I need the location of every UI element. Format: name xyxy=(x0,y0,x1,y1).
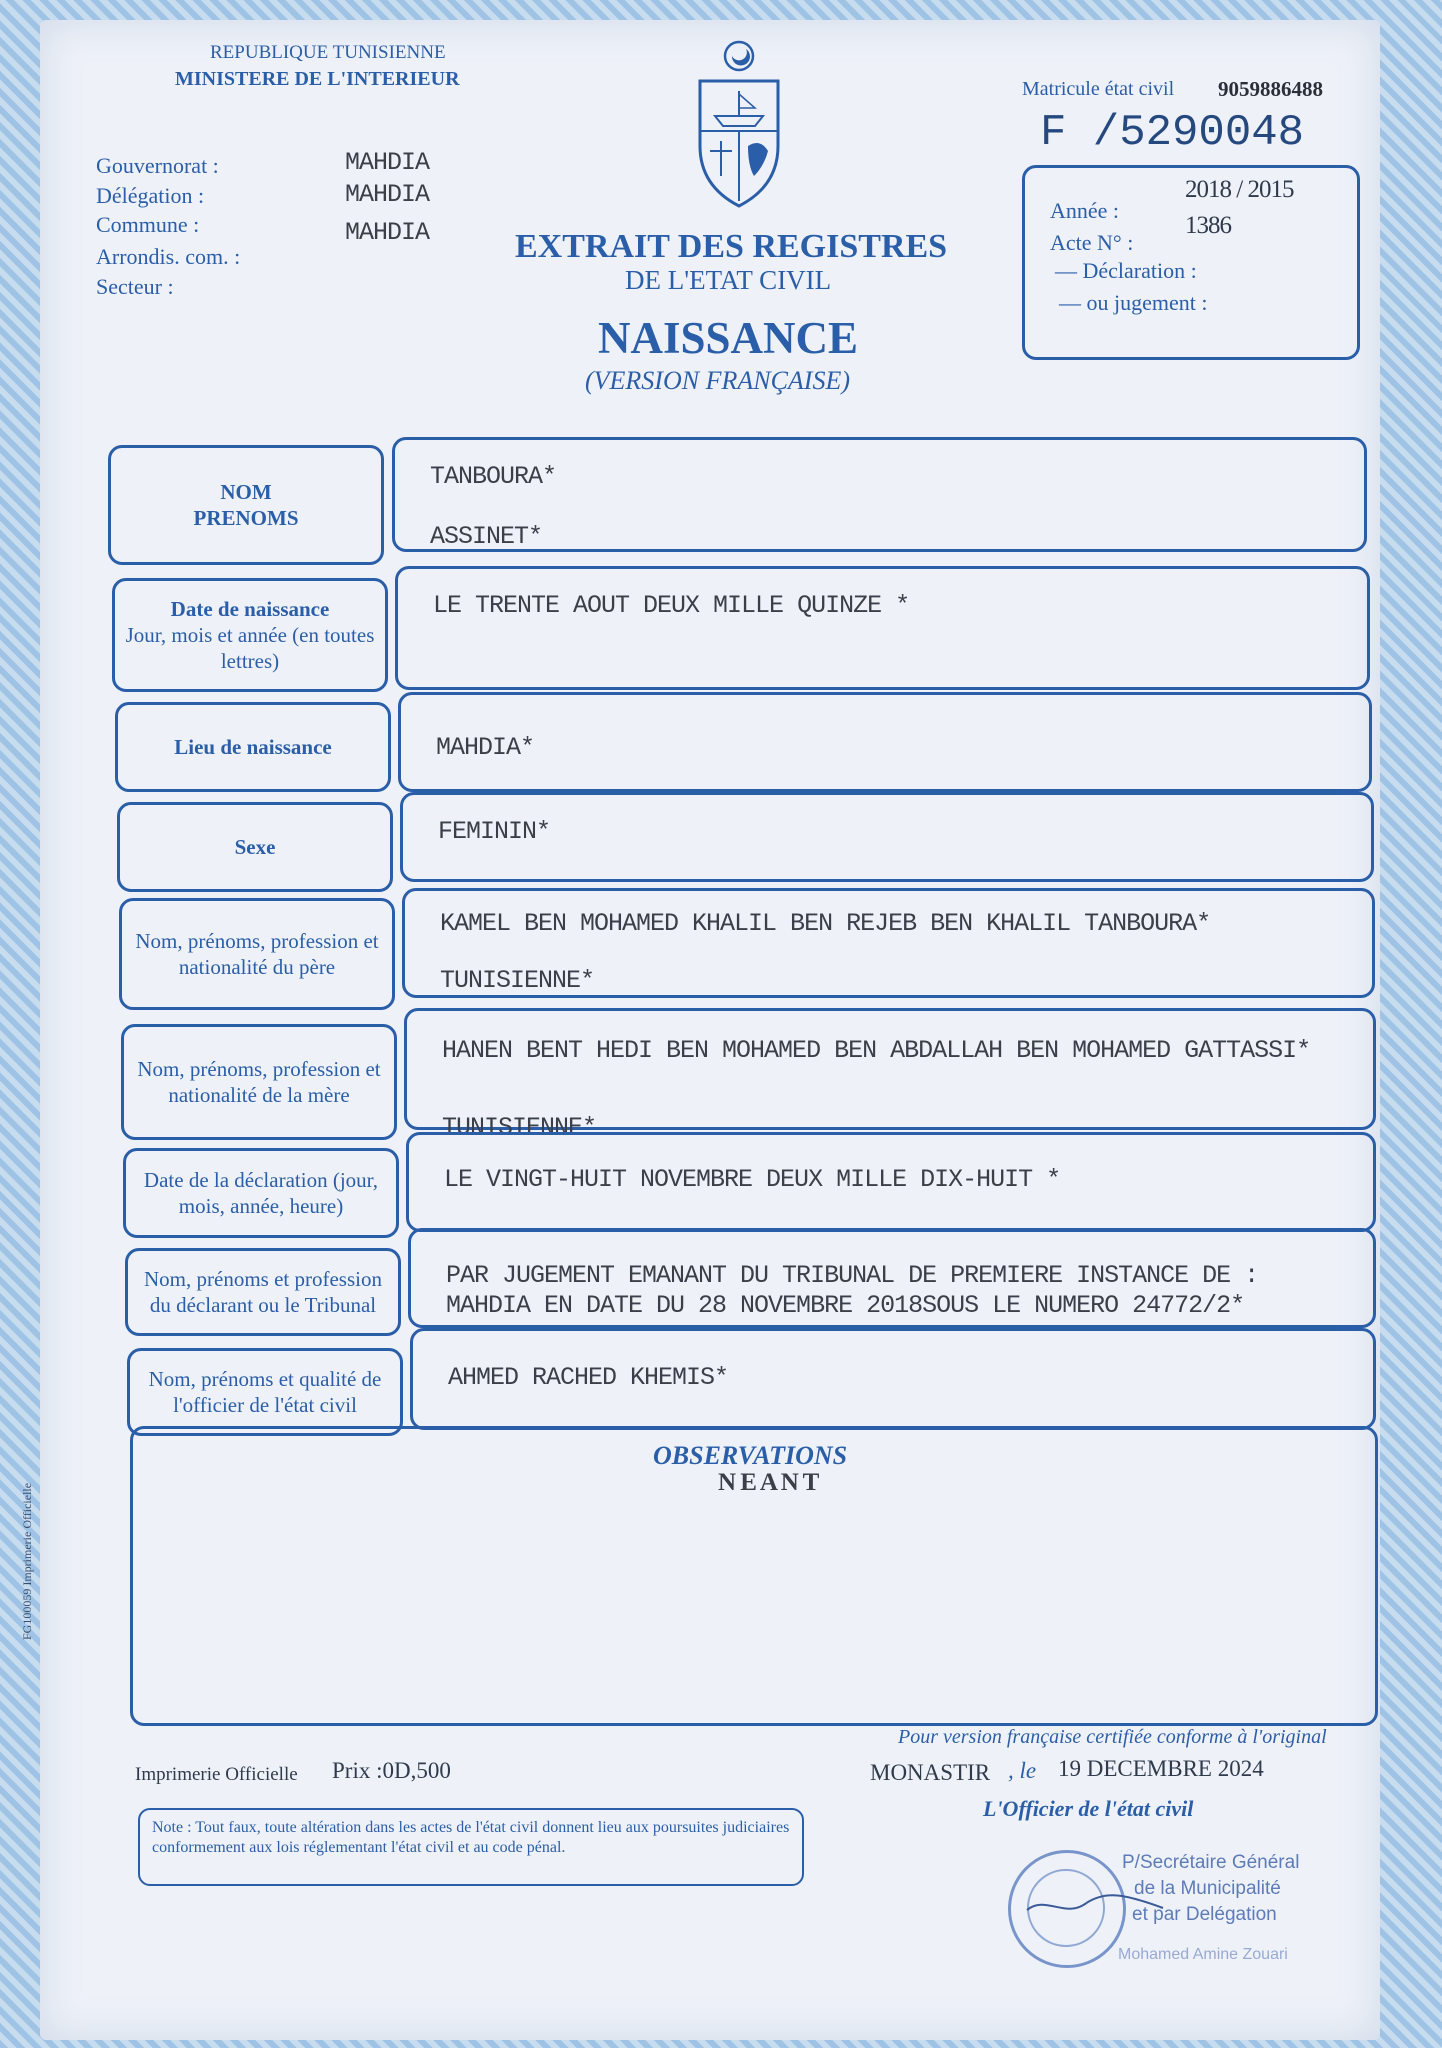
label-officier: Nom, prénoms et qualité de l'officier de l'état civil xyxy=(148,1366,382,1417)
delegation-value: MAHDIA xyxy=(345,180,430,209)
row-value-date-declaration xyxy=(406,1132,1376,1232)
secteur-label: Secteur : xyxy=(96,274,174,299)
observations-box xyxy=(130,1426,1378,1726)
officer-signature-label: L'Officier de l'état civil xyxy=(983,1796,1194,1821)
declaration-label: — Déclaration : xyxy=(1055,258,1197,283)
handwritten-signature xyxy=(1025,1890,1165,1920)
observations-title: OBSERVATIONS xyxy=(653,1441,848,1470)
row-value-nom xyxy=(392,437,1367,552)
row-label-lieu-naissance xyxy=(115,702,391,792)
mere-nationality-value: TUNISIENNE* xyxy=(442,1113,597,1142)
row-value-date-naissance xyxy=(395,566,1370,690)
matricule-label: Matricule état civil xyxy=(1022,78,1175,100)
legal-note-box xyxy=(138,1808,804,1886)
row-label-nom xyxy=(108,445,384,565)
observations-value: N E A N T xyxy=(718,1469,819,1496)
issue-date-value: 19 DECEMBRE 2024 xyxy=(1058,1756,1264,1781)
row-value-pere xyxy=(402,888,1375,998)
printer-label: Imprimerie Officielle xyxy=(135,1764,298,1785)
acte-value: 1386 xyxy=(1185,212,1231,239)
serial-number: F /5290048 xyxy=(1040,108,1305,158)
row-value-officier xyxy=(410,1328,1376,1430)
date-naissance-value: LE TRENTE AOUT DEUX MILLE QUINZE * xyxy=(433,591,910,620)
pere-name-value: KAMEL BEN MOHAMED KHALIL BEN REJEB BEN KHALIL TANBOURA* xyxy=(440,909,1211,938)
commune-value: MAHDIA xyxy=(345,218,430,247)
acte-label: Acte N° : xyxy=(1050,230,1134,255)
row-label-date-naissance xyxy=(112,578,388,692)
pere-nationality-value: TUNISIENNE* xyxy=(440,966,595,995)
date-declaration-value: LE VINGT-HUIT NOVEMBRE DEUX MILLE DIX-HUIT * xyxy=(444,1165,1061,1194)
stamp-line-2: de la Municipalité xyxy=(1134,1878,1281,1899)
annee-value: 2018 / 2015 xyxy=(1185,176,1294,203)
republic-heading: REPUBLIQUE TUNISIENNE xyxy=(210,42,446,63)
label-mere: Nom, prénoms, profession et nationalité de la mère xyxy=(137,1056,381,1107)
officier-value: AHMED RACHED KHEMIS* xyxy=(448,1363,729,1392)
row-label-declarant xyxy=(125,1248,401,1336)
declarant-value: PAR JUGEMENT EMANANT DU TRIBUNAL DE PREMIERE INSTANCE DE : MAHDIA EN DATE DU 28 NOVEMBRE 2018SOUS LE NUMERO 24772/2* xyxy=(446,1261,1259,1320)
label-lieu-naissance: Lieu de naissance xyxy=(174,734,332,759)
side-print-reference: FG100059 Imprimerie Officielle xyxy=(20,1482,34,1640)
row-label-date-declaration xyxy=(123,1148,399,1238)
mere-name-value: HANEN BENT HEDI BEN MOHAMED BEN ABDALLAH BEN MOHAMED GATTASSI* xyxy=(442,1036,1311,1065)
label-nom: NOM xyxy=(220,479,272,504)
label-pere: Nom, prénoms, profession et nationalité du père xyxy=(135,928,379,979)
nom-value: TANBOURA* xyxy=(430,462,557,491)
le-label: , le xyxy=(1008,1758,1037,1783)
stamp-line-4: Mohamed Amine Zouari xyxy=(1118,1946,1288,1963)
label-date-naissance: Date de naissance xyxy=(170,596,330,621)
row-value-sexe xyxy=(400,792,1374,882)
row-label-pere xyxy=(119,898,395,1010)
label-declarant: Nom, prénoms et profession du déclarant ou le Tribunal xyxy=(144,1266,382,1317)
label-date-naissance-sub: Jour, mois et année (en toutes lettres) xyxy=(125,622,375,674)
place-value: MONASTIR xyxy=(870,1760,991,1785)
annee-label: Année : xyxy=(1050,198,1120,223)
row-label-mere xyxy=(121,1024,397,1140)
row-label-officier xyxy=(127,1348,403,1436)
row-label-sexe xyxy=(117,802,393,892)
arrondissement-label: Arrondis. com. : xyxy=(96,244,241,269)
label-sexe: Sexe xyxy=(234,834,276,859)
certified-statement: Pour version française certifiée conforme à l'original xyxy=(898,1726,1327,1748)
row-value-mere xyxy=(404,1008,1376,1142)
commune-label: Commune : xyxy=(96,212,200,237)
ministry-heading: MINISTERE DE L'INTERIEUR xyxy=(175,68,460,90)
title-version: (VERSION FRANÇAISE) xyxy=(585,366,850,395)
sexe-value: FEMININ* xyxy=(438,817,551,846)
label-prenoms: PRENOMS xyxy=(193,506,299,530)
acte-info-box xyxy=(1022,165,1360,360)
gouvernorat-label: Gouvernorat : xyxy=(96,153,219,178)
coat-of-arms-emblem xyxy=(680,36,798,211)
row-value-declarant xyxy=(408,1228,1376,1328)
gouvernorat-value: MAHDIA xyxy=(345,148,430,177)
stamp-line-1: P/Secrétaire Général xyxy=(1122,1852,1300,1873)
title-naissance: NAISSANCE xyxy=(598,313,859,363)
jugement-label: — ou jugement : xyxy=(1059,290,1208,315)
row-value-lieu-naissance xyxy=(398,692,1372,792)
delegation-label: Délégation : xyxy=(96,183,205,208)
matricule-value: 9059886488 xyxy=(1218,77,1323,101)
price-label: Prix :0D,500 xyxy=(332,1758,451,1783)
lieu-naissance-value: MAHDIA* xyxy=(436,733,535,762)
legal-note-text: Note : Tout faux, toute altération dans les actes de l'état civil donnent lieu aux poursuites judiciaires conformement aux lois réglementant l'état civil et au code pénal. xyxy=(152,1819,790,1856)
title-extrait: EXTRAIT DES REGISTRES xyxy=(515,228,948,265)
prenoms-value: ASSINET* xyxy=(430,522,543,551)
label-date-declaration: Date de la déclaration (jour, mois, année, heure) xyxy=(143,1167,379,1218)
title-etat-civil: DE L'ETAT CIVIL xyxy=(625,265,832,295)
stamp-line-3: et par Delégation xyxy=(1132,1904,1277,1925)
